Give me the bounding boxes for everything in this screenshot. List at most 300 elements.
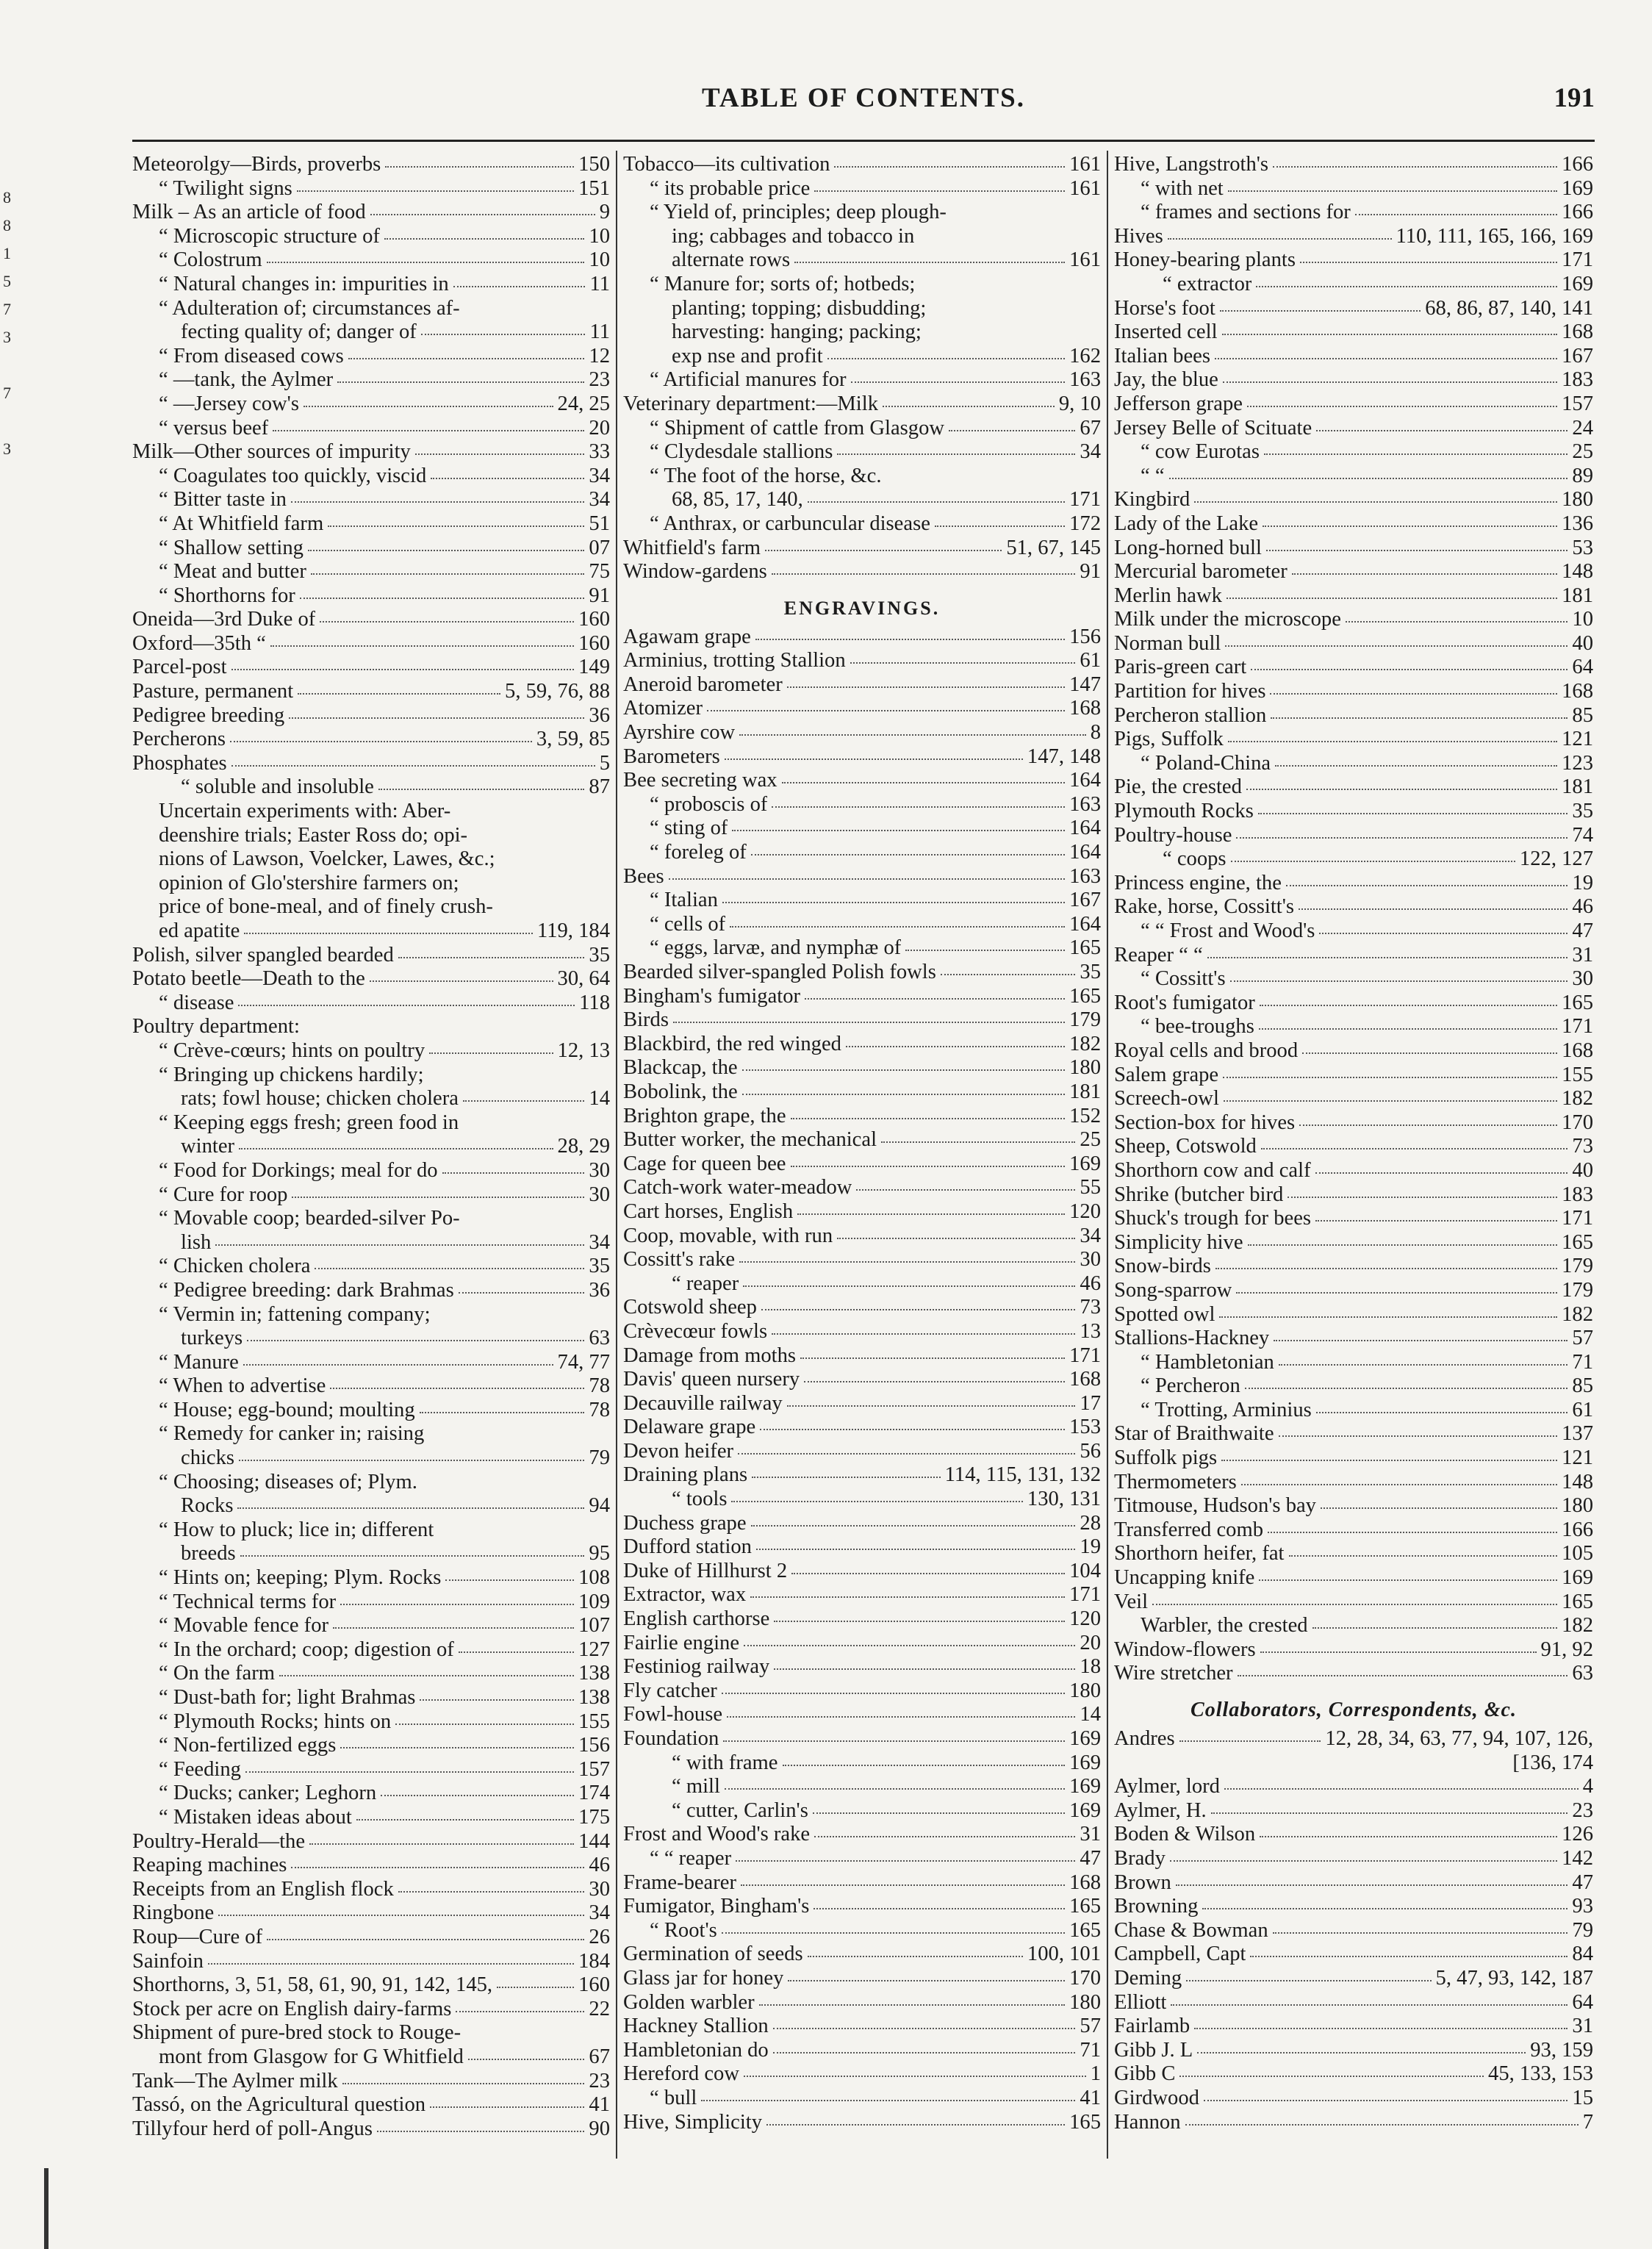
index-entry	[1114, 1279, 1593, 1303]
leader-dots	[337, 379, 584, 383]
page-ref: 30	[589, 1877, 610, 1901]
entry-text: Sainfoin	[132, 1949, 204, 1973]
index-entry	[623, 936, 1101, 961]
page-ref: 30	[1572, 967, 1593, 991]
index-entry	[1114, 1895, 1593, 1919]
index-entry	[132, 1446, 610, 1471]
entry-text: Warbler, the crested	[1141, 1614, 1308, 1638]
page-ref: 23	[589, 2069, 610, 2092]
leader-dots	[1168, 235, 1392, 240]
index-entry	[132, 1901, 610, 1926]
leader-dots	[800, 1355, 1065, 1359]
entry-text: breeds	[181, 1542, 236, 1565]
entry-text: Shorthorn heifer, fat	[1114, 1542, 1285, 1565]
index-entry	[623, 1033, 1101, 1057]
entry-text: Fowl-house	[623, 1703, 723, 1726]
index-entry	[623, 1799, 1101, 1823]
leader-dots	[1186, 1977, 1431, 1981]
leader-dots	[787, 1402, 1076, 1407]
index-entry	[623, 1607, 1101, 1632]
entry-text: Fumigator, Bingham's	[623, 1895, 810, 1918]
page-ref: 10	[1572, 608, 1593, 631]
entry-text: “ Artificial manures for	[650, 368, 847, 392]
binding-mark	[44, 2168, 49, 2249]
entry-text: Jay, the blue	[1114, 368, 1218, 392]
leader-dots	[722, 1690, 1065, 1694]
leader-dots	[378, 786, 585, 790]
index-column-1	[132, 153, 610, 2159]
entry-text: “ Root's	[650, 1918, 717, 1942]
leader-dots	[1355, 211, 1557, 215]
margin-note: 1	[3, 244, 11, 262]
page-ref: 171	[1562, 1207, 1593, 1230]
page-number: 191	[1554, 83, 1595, 113]
index-entry	[1114, 2087, 1593, 2111]
index-entry	[1114, 464, 1593, 489]
entry-text: “ “	[1141, 464, 1165, 487]
entry-text: Stallions-Hackney	[1114, 1327, 1270, 1350]
leader-dots	[756, 1546, 1075, 1550]
leader-dots	[1266, 547, 1567, 551]
page-ref: 155	[578, 1710, 610, 1733]
page-ref: 164	[1069, 769, 1101, 792]
entry-text: Pigs, Suffolk	[1114, 728, 1224, 751]
index-entry	[132, 895, 610, 919]
page-ref: 26	[589, 1925, 610, 1948]
page-ref: 165	[1562, 1590, 1593, 1613]
entry-text: Coop, movable, with run	[623, 1224, 833, 1247]
index-entry	[132, 273, 610, 297]
entry-text: Snow-birds	[1114, 1255, 1211, 1278]
page-ref: 28, 29	[557, 1135, 610, 1158]
entry-text: Norman bull	[1114, 631, 1221, 655]
index-entry	[132, 752, 610, 776]
leader-dots	[429, 1050, 553, 1054]
index-entry	[1114, 1871, 1593, 1895]
page-ref: 13	[1080, 1319, 1101, 1343]
index-entry	[1114, 584, 1593, 609]
page-ref: 156	[1069, 625, 1101, 648]
index-entry	[132, 1063, 610, 1088]
index-entry	[132, 1255, 610, 1279]
page-ref: 25	[1572, 440, 1593, 464]
index-entry	[1114, 560, 1593, 584]
index-entry	[132, 248, 610, 273]
leader-dots	[851, 379, 1066, 383]
index-entry	[132, 944, 610, 968]
entry-text: Brady	[1114, 1846, 1166, 1870]
page-ref: 175	[578, 1805, 610, 1829]
leader-dots	[741, 1882, 1065, 1886]
page-ref: 89	[1572, 464, 1593, 487]
entry-text: Aylmer, H.	[1114, 1798, 1207, 1822]
index-entry	[623, 1943, 1101, 1967]
entry-text: Fairlamb	[1114, 2015, 1190, 2038]
entry-text: Pedigree breeding	[132, 703, 285, 727]
index-entry	[623, 1991, 1101, 2015]
leader-dots	[497, 1984, 574, 1988]
leader-dots	[1346, 618, 1568, 623]
entry-text: “ Manure	[159, 1350, 239, 1374]
page-ref: 18	[1080, 1655, 1101, 1679]
entry-text: Brighton grape, the	[623, 1104, 786, 1127]
index-entry	[623, 512, 1101, 537]
index-entry	[1114, 704, 1593, 728]
entry-text: Festiniog railway	[623, 1655, 770, 1679]
leader-dots	[1258, 810, 1568, 814]
index-entry	[623, 1919, 1101, 1943]
entry-text: Davis' queen nursery	[623, 1368, 800, 1391]
index-entry	[623, 297, 1101, 321]
leader-dots	[468, 2056, 585, 2060]
index-entry	[1114, 1303, 1593, 1327]
leader-dots	[856, 1186, 1075, 1191]
page-ref: 110, 111, 165, 166, 169	[1396, 224, 1593, 248]
entry-text: Glass jar for honey	[623, 1966, 784, 1990]
leader-dots	[1299, 1122, 1557, 1126]
entry-text: “ versus beef	[159, 416, 269, 440]
leader-dots	[1221, 1457, 1557, 1461]
entry-text: Simplicity hive	[1114, 1230, 1243, 1254]
page-ref: 165	[1069, 1895, 1101, 1918]
leader-dots	[231, 666, 574, 670]
page-ref: 183	[1562, 1183, 1593, 1206]
entry-text: Song-sparrow	[1114, 1278, 1232, 1302]
index-entry	[623, 913, 1101, 937]
leader-dots	[431, 475, 584, 479]
leader-dots	[1289, 1552, 1558, 1557]
leader-dots	[1321, 1504, 1557, 1509]
index-entry	[623, 961, 1101, 985]
leader-dots	[348, 355, 585, 359]
entry-text: Browning	[1114, 1895, 1199, 1918]
index-entry	[1114, 1494, 1593, 1518]
index-entry	[623, 841, 1101, 865]
index-entry	[623, 177, 1101, 201]
index-entry	[623, 673, 1101, 697]
page-ref: 166	[1562, 1518, 1593, 1541]
index-entry	[132, 464, 610, 489]
entry-text: “ Anthrax, or carbuncular disease	[650, 512, 930, 535]
page-ref: 36	[589, 703, 610, 727]
index-entry	[132, 225, 610, 249]
entry-text: “ with frame	[672, 1751, 778, 1774]
entry-text: “ Pedigree breeding: dark Brahmas	[159, 1278, 454, 1302]
leader-dots	[1263, 523, 1557, 527]
leader-dots	[804, 1378, 1065, 1382]
index-entry	[1114, 728, 1593, 752]
index-entry	[132, 1303, 610, 1327]
leader-dots	[766, 2121, 1065, 2126]
entry-text: Oneida—3rd Duke of	[132, 608, 316, 631]
entry-text: Phosphates	[132, 751, 227, 775]
entry-text: “ Percheron	[1141, 1374, 1240, 1398]
entry-text: “ reaper	[672, 1271, 739, 1295]
leader-dots	[273, 427, 584, 431]
index-entry	[1114, 919, 1593, 944]
index-entry	[132, 775, 610, 800]
entry-text: Frame-bearer	[623, 1870, 736, 1894]
page-ref: 5	[599, 751, 610, 775]
index-entry	[1114, 2111, 1593, 2135]
page-ref: 168	[1069, 1870, 1101, 1894]
index-entry	[132, 2045, 610, 2070]
index-entry	[623, 273, 1101, 297]
index-entry	[132, 392, 610, 417]
index-entry	[1114, 1422, 1593, 1446]
page-ref: 64	[1572, 1990, 1593, 2014]
index-entry	[132, 1614, 610, 1638]
index-entry	[623, 1224, 1101, 1249]
entry-text: Extractor, wax	[623, 1583, 747, 1607]
leader-dots	[1227, 595, 1557, 599]
leader-dots	[760, 1426, 1065, 1430]
entry-text: Titmouse, Hudson's bay	[1114, 1494, 1316, 1518]
leader-dots	[1215, 1265, 1557, 1269]
index-entry	[132, 608, 610, 632]
page-ref: 3, 59, 85	[536, 728, 610, 751]
leader-dots	[1315, 1169, 1568, 1174]
page-ref: 24	[1572, 416, 1593, 440]
index-entry	[132, 1422, 610, 1446]
leader-dots	[1245, 1385, 1568, 1389]
index-entry	[132, 1566, 610, 1590]
page-ref: 138	[578, 1686, 610, 1709]
page-ref: 147, 148	[1027, 745, 1101, 768]
index-entry	[1114, 248, 1593, 273]
page-ref: 35	[589, 943, 610, 966]
entry-text: Golden warbler	[623, 1990, 755, 2014]
index-entry	[623, 1440, 1101, 1464]
entry-text: “ mill	[672, 1775, 720, 1798]
page-ref: 12	[589, 344, 610, 367]
leader-dots	[1194, 498, 1557, 503]
index-entry	[623, 865, 1101, 889]
entry-text: Devon heifer	[623, 1439, 734, 1463]
page-ref: 57	[1572, 1327, 1593, 1350]
leader-dots	[761, 1306, 1076, 1310]
index-entry	[132, 1015, 610, 1039]
page-ref: 114, 115, 131, 132	[944, 1463, 1101, 1487]
entry-text: Foundation	[623, 1727, 719, 1750]
entry-text: “ disease	[159, 991, 234, 1014]
leader-dots	[752, 1474, 941, 1478]
entry-text: “ Meat and butter	[159, 560, 306, 584]
page-ref: 163	[1069, 792, 1101, 816]
index-entry	[1114, 537, 1593, 561]
index-entry	[132, 1686, 610, 1710]
entry-text: “ proboscis of	[650, 792, 768, 816]
page-ref: 171	[1562, 248, 1593, 272]
leader-dots	[1204, 2097, 1567, 2101]
page-ref: 180	[1562, 488, 1593, 512]
page-ref: 51, 67, 145	[1006, 536, 1101, 559]
index-entry	[132, 1039, 610, 1063]
page-ref: 30	[589, 1158, 610, 1182]
index-entry	[623, 1416, 1101, 1440]
index-entry	[132, 1998, 610, 2022]
index-entry	[132, 2070, 610, 2094]
index-entry	[623, 1560, 1101, 1584]
entry-text: Hackney Stallion	[623, 2015, 769, 2038]
index-entry	[132, 872, 610, 896]
index-entry	[132, 177, 610, 201]
index-entry	[623, 1679, 1101, 1704]
index-entry	[132, 1638, 610, 1662]
entry-text: Root's fumigator	[1114, 991, 1255, 1014]
index-entry	[132, 345, 610, 369]
page-ref: 8	[1090, 721, 1101, 745]
entry-text: Poultry department:	[132, 1015, 300, 1039]
header-rule	[132, 140, 1595, 142]
leader-dots	[739, 731, 1085, 736]
page-ref: 144	[578, 1829, 610, 1853]
page-ref: 122, 127	[1519, 847, 1593, 871]
page-ref: 36	[589, 1278, 610, 1302]
page-ref: 120	[1069, 1607, 1101, 1631]
index-entry	[623, 320, 1101, 345]
entry-text: rats; fowl house; chicken cholera	[181, 1087, 459, 1111]
index-entry	[623, 153, 1101, 177]
index-entry	[132, 967, 610, 991]
page-ref: 148	[1562, 1470, 1593, 1493]
entry-text: “ Mistaken ideas about	[159, 1805, 352, 1829]
index-entry	[132, 153, 610, 177]
index-entry	[1114, 2062, 1593, 2087]
leader-dots	[738, 1450, 1075, 1455]
entry-text: Uncapping knife	[1114, 1566, 1255, 1590]
page-ref: 182	[1069, 1032, 1101, 1055]
entry-text: “ Movable fence for	[159, 1614, 329, 1638]
entry-text: Spotted owl	[1114, 1302, 1215, 1326]
page-ref: 167	[1069, 889, 1101, 912]
entry-text: “ sting of	[650, 817, 728, 840]
entry-text: “ Vermin in; fattening company;	[159, 1302, 431, 1326]
index-entry	[132, 1830, 610, 1854]
entry-text: Parcel-post	[132, 656, 227, 679]
leader-dots	[239, 1457, 584, 1461]
leader-dots	[333, 1624, 574, 1629]
index-entry	[623, 368, 1101, 392]
index-entry	[1114, 632, 1593, 656]
page-ref: 5, 47, 93, 142, 187	[1435, 1966, 1593, 1990]
index-entry	[1114, 273, 1593, 297]
index-entry	[132, 1926, 610, 1950]
leader-dots	[1299, 905, 1567, 910]
index-entry	[1114, 1518, 1593, 1543]
leader-dots	[1268, 1529, 1557, 1533]
index-entry	[623, 1847, 1101, 1871]
entry-text: “ Remedy for canker in; raising	[159, 1422, 425, 1446]
page-ref: 9	[599, 201, 610, 224]
entry-text: Gibb C	[1114, 2062, 1176, 2086]
leader-dots	[814, 187, 1065, 192]
page-ref: 162	[1069, 344, 1101, 367]
index-entry	[623, 1488, 1101, 1512]
entry-text: “ Cossitt's	[1141, 967, 1226, 991]
leader-dots	[732, 827, 1065, 831]
entry-text: “ Feeding	[159, 1757, 241, 1781]
entry-text: Hive, Langstroth's	[1114, 153, 1269, 176]
leader-dots	[727, 1713, 1075, 1718]
page-ref: 180	[1562, 1494, 1593, 1518]
index-entry	[623, 793, 1101, 817]
entry-text: Sheep, Cotswold	[1114, 1135, 1257, 1158]
entry-text: Oxford—35th “	[132, 631, 266, 655]
leader-dots	[289, 714, 584, 719]
leader-dots	[837, 1235, 1075, 1239]
leader-dots	[459, 1289, 585, 1294]
leader-dots	[744, 1642, 1075, 1646]
page-ref: 168	[1562, 680, 1593, 703]
index-entry	[1114, 1727, 1593, 1751]
entry-text: Horse's foot	[1114, 296, 1215, 320]
entry-text: “ its probable price	[650, 176, 811, 200]
page-ref: 35	[589, 1255, 610, 1278]
page-ref: 95	[589, 1542, 610, 1565]
index-entry	[623, 1008, 1101, 1033]
page-ref: 105	[1562, 1542, 1593, 1565]
index-entry	[132, 1327, 610, 1351]
index-entry	[623, 1105, 1101, 1129]
index-entry	[1114, 847, 1593, 872]
index-entry	[623, 248, 1101, 273]
page-ref: 164	[1069, 817, 1101, 840]
index-entry	[623, 1727, 1101, 1751]
index-entry	[132, 201, 610, 225]
page-ref: 183	[1562, 368, 1593, 392]
index-entry	[1114, 752, 1593, 776]
entry-text: Ayrshire cow	[623, 721, 736, 745]
entry-text: Suffolk pigs	[1114, 1446, 1218, 1470]
page-ref: 126	[1562, 1823, 1593, 1846]
index-entry	[1114, 895, 1593, 919]
entry-text: Frost and Wood's rake	[623, 1823, 811, 1846]
leader-dots	[1260, 1649, 1537, 1653]
page-ref: 169	[1069, 1152, 1101, 1175]
page-ref: 169	[1069, 1727, 1101, 1750]
entry-text: Window-gardens	[623, 560, 767, 584]
entry-text: Gibb J. L	[1114, 2038, 1193, 2062]
entry-text: “ Trotting, Arminius	[1141, 1398, 1312, 1421]
index-entry	[623, 1775, 1101, 1799]
index-entry	[1114, 1614, 1593, 1638]
index-entry	[623, 1272, 1101, 1296]
leader-dots	[783, 1762, 1066, 1766]
index-entry	[1114, 392, 1593, 417]
entry-text: “ “ reaper	[650, 1846, 732, 1870]
leader-dots	[398, 1888, 585, 1893]
entry-text: Birds	[623, 1008, 669, 1032]
leader-dots	[1238, 1672, 1568, 1676]
page-ref: 85	[1572, 1374, 1593, 1398]
index-entry	[132, 537, 610, 561]
page-ref: 181	[1562, 775, 1593, 799]
index-entry	[132, 704, 610, 728]
entry-text: Shipment of pure-bred stock to Rouge-	[132, 2021, 462, 2045]
entry-text: Fly catcher	[623, 1679, 717, 1702]
entry-text: Bee secreting wax	[623, 769, 777, 792]
page-ref: 160	[578, 608, 610, 631]
leader-dots	[430, 2103, 584, 2108]
leader-dots	[1259, 1577, 1557, 1581]
index-entry	[623, 1871, 1101, 1895]
index-entry	[1114, 1015, 1593, 1039]
leader-dots	[1225, 642, 1567, 647]
leader-dots	[244, 930, 533, 934]
index-entry	[623, 1320, 1101, 1344]
entry-text: “ soluble and insoluble	[181, 775, 374, 799]
